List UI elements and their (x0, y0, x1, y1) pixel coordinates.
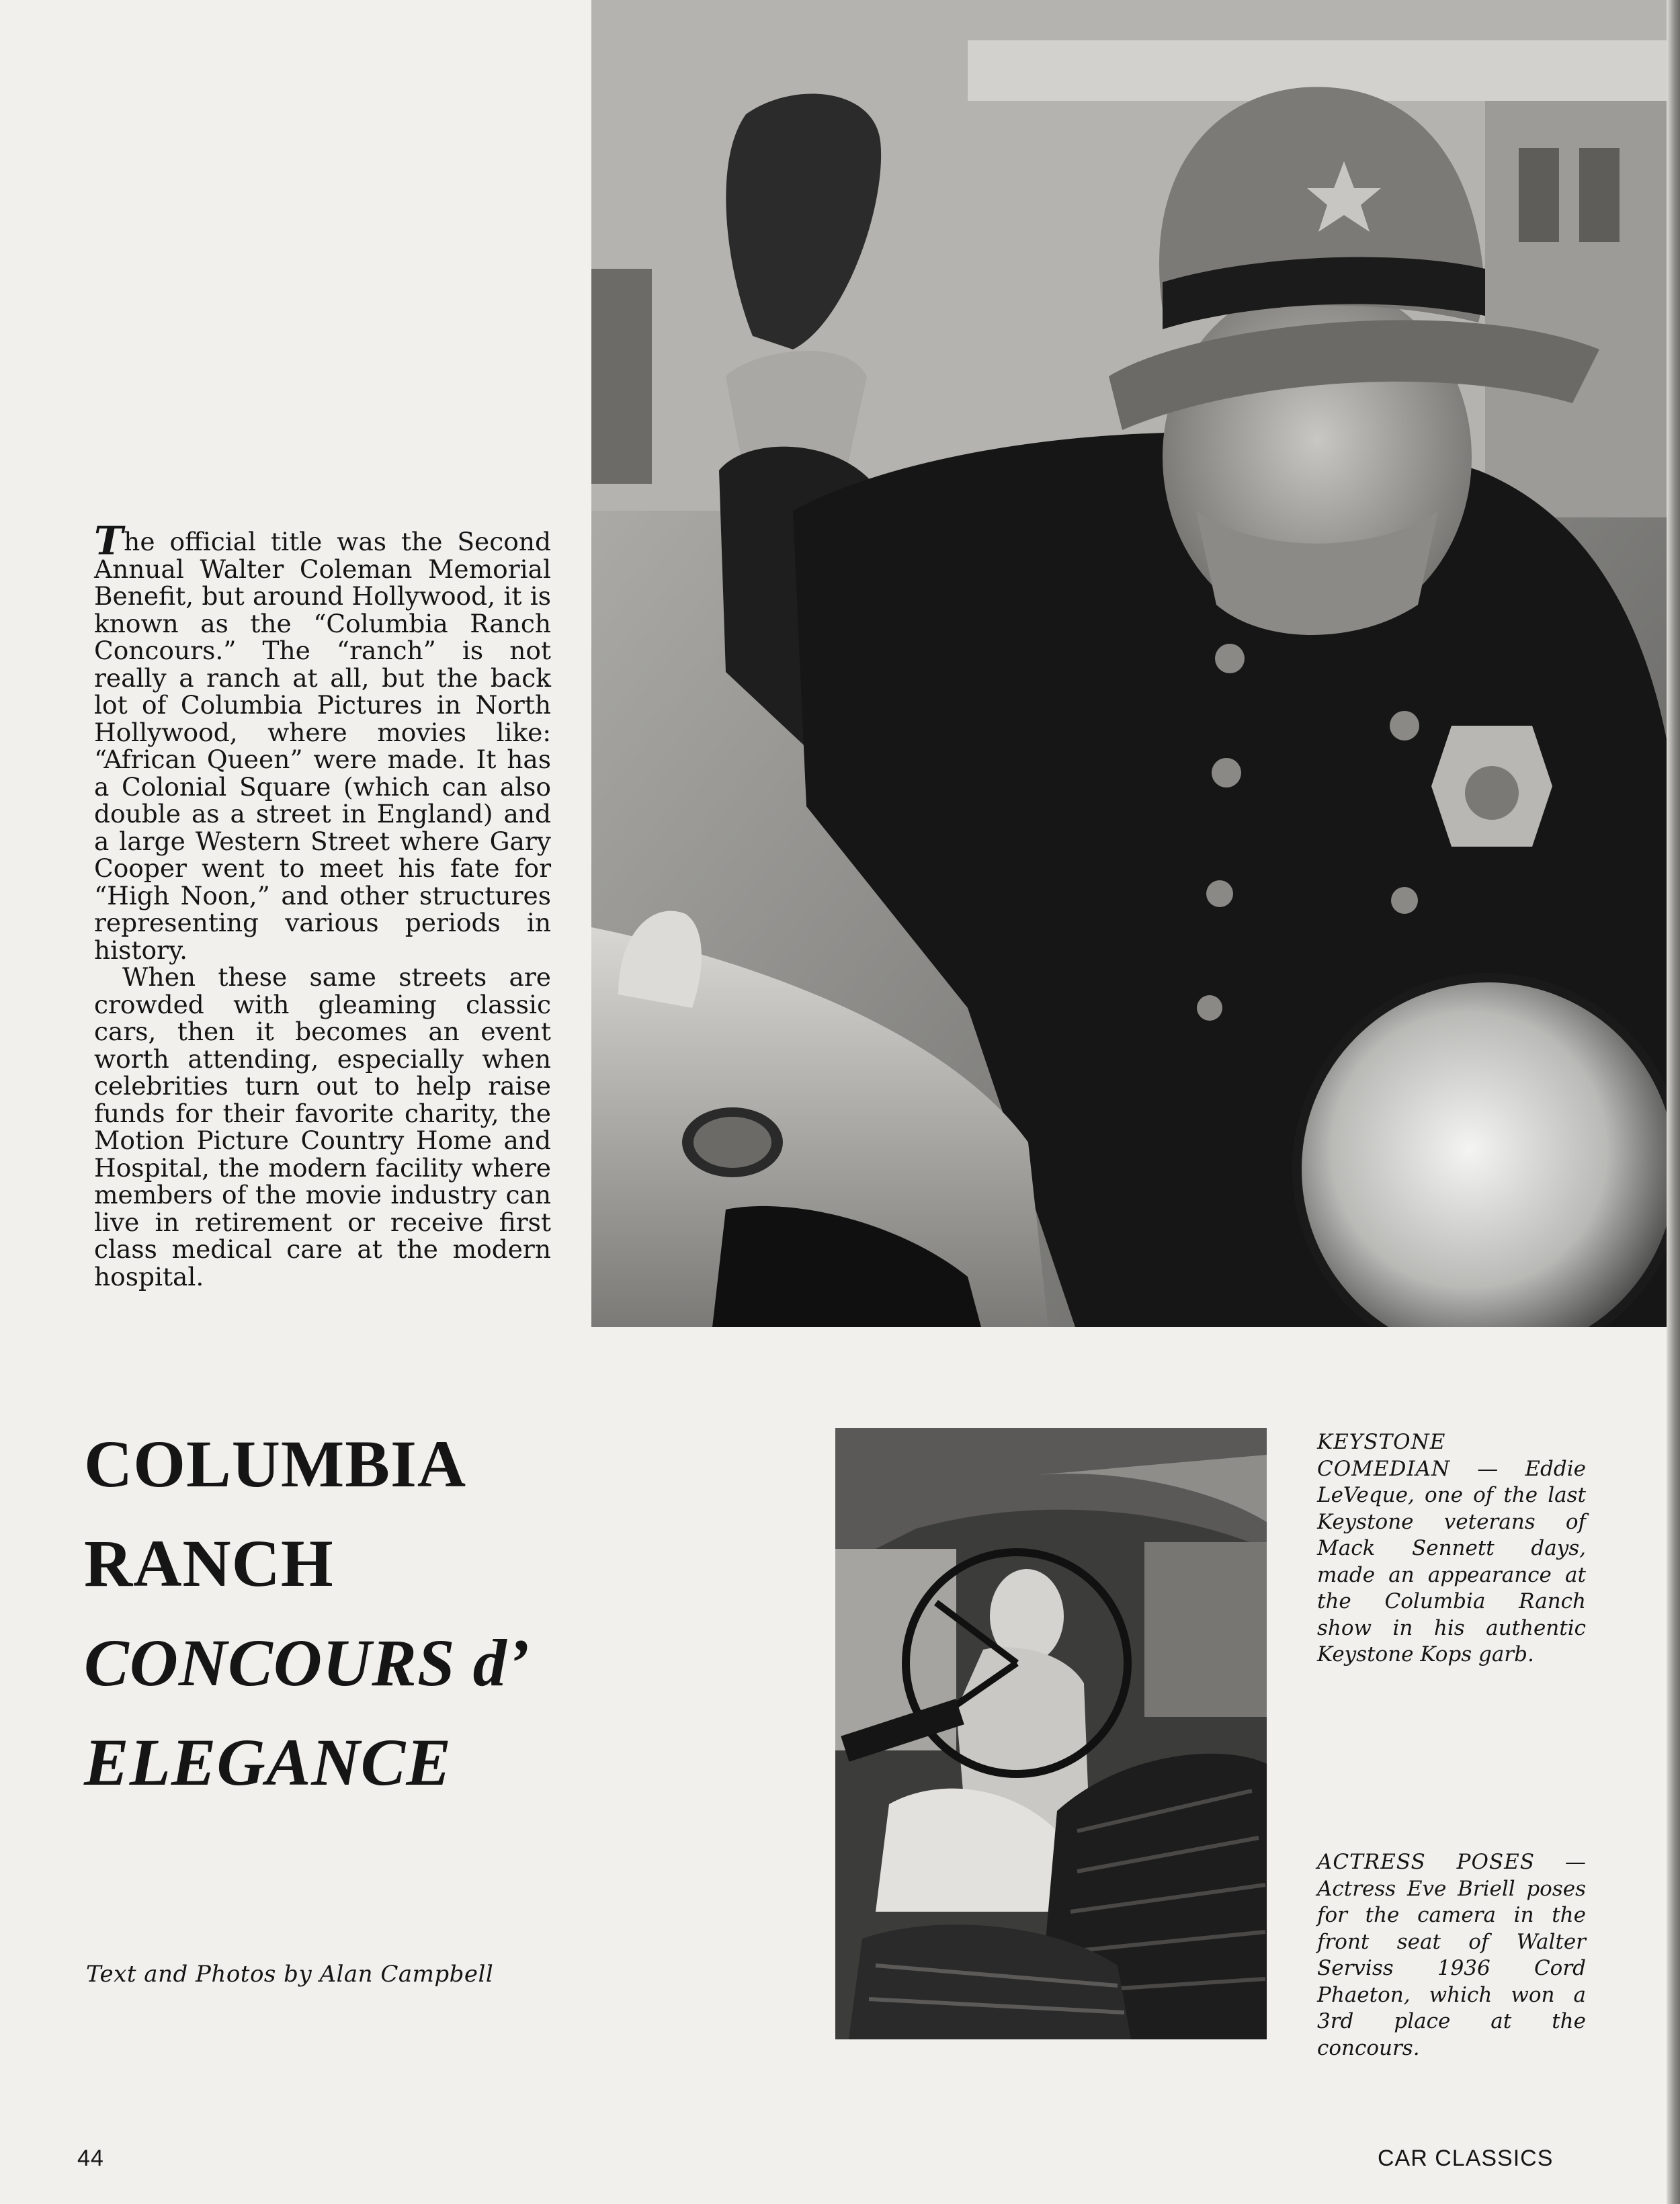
headline-line: CONCOURS d’ (84, 1625, 530, 1700)
intro-text (94, 518, 551, 1291)
headline-line: RANCH (84, 1526, 334, 1601)
caption-body: — Eddie LeVeque, one of the last Keystone veterans of Mack Sennett days, made an appearance at the Columbia Ranch show in his authentic Keystone Kops garb. (1317, 1456, 1586, 1666)
keystone-cop-photo (591, 0, 1667, 1327)
actress-car-photo (835, 1428, 1267, 2039)
keystone-caption (1317, 1429, 1586, 1668)
headline-line: COLUMBIA (84, 1427, 467, 1501)
caption-heading: ACTRESS POSES (1317, 1850, 1536, 1874)
intro-paragraph: When these same streets are crowded with gleaming classic cars, then it becomes an event worth attending, especially when celebrities turn out to help raise funds for their favorite charity, the Motion Picture Country Home and Hospital, the modern facility where members of the movie industry can live in retirement or receive first class medical care at the modern hospital. (94, 962, 551, 1291)
intro-paragraph-text: he official title was the Second Annual Walter Coleman Memorial Benefit, but around Hollywood, it is known as the “Columbia Ranch Concours.” The “ranch” is not really a ranch at all, but the back lot of Columbia Pictures in North Hollywood, where movies like: “African Queen” were made. It has a Colonial Square (which can also double as a street in England) and a large Western Street where Gary Cooper went to meet his fate for “High Noon,” and other structures representing various periods in history. (94, 527, 551, 965)
headline-line: ELEGANCE (84, 1725, 452, 1799)
caption-heading: KEYSTONE COMEDIAN (1317, 1430, 1451, 1481)
article-headline (84, 1414, 595, 1812)
actress-caption (1317, 1849, 1586, 2062)
photo-credit: Text and Photos by Alan Campbell (86, 1961, 494, 1988)
drop-cap: T (94, 518, 124, 564)
page-edge (1667, 0, 1680, 2204)
caption-body: — Actress Eve Briell poses for the camera in the front seat of Walter Serviss 1936 Cord Phaeton, which won a 3rd place at the concours. (1317, 1850, 1586, 2060)
page-number: 44 (77, 2146, 104, 2171)
intro-paragraph (94, 518, 551, 965)
magazine-name: CAR CLASSICS (1378, 2146, 1554, 2171)
